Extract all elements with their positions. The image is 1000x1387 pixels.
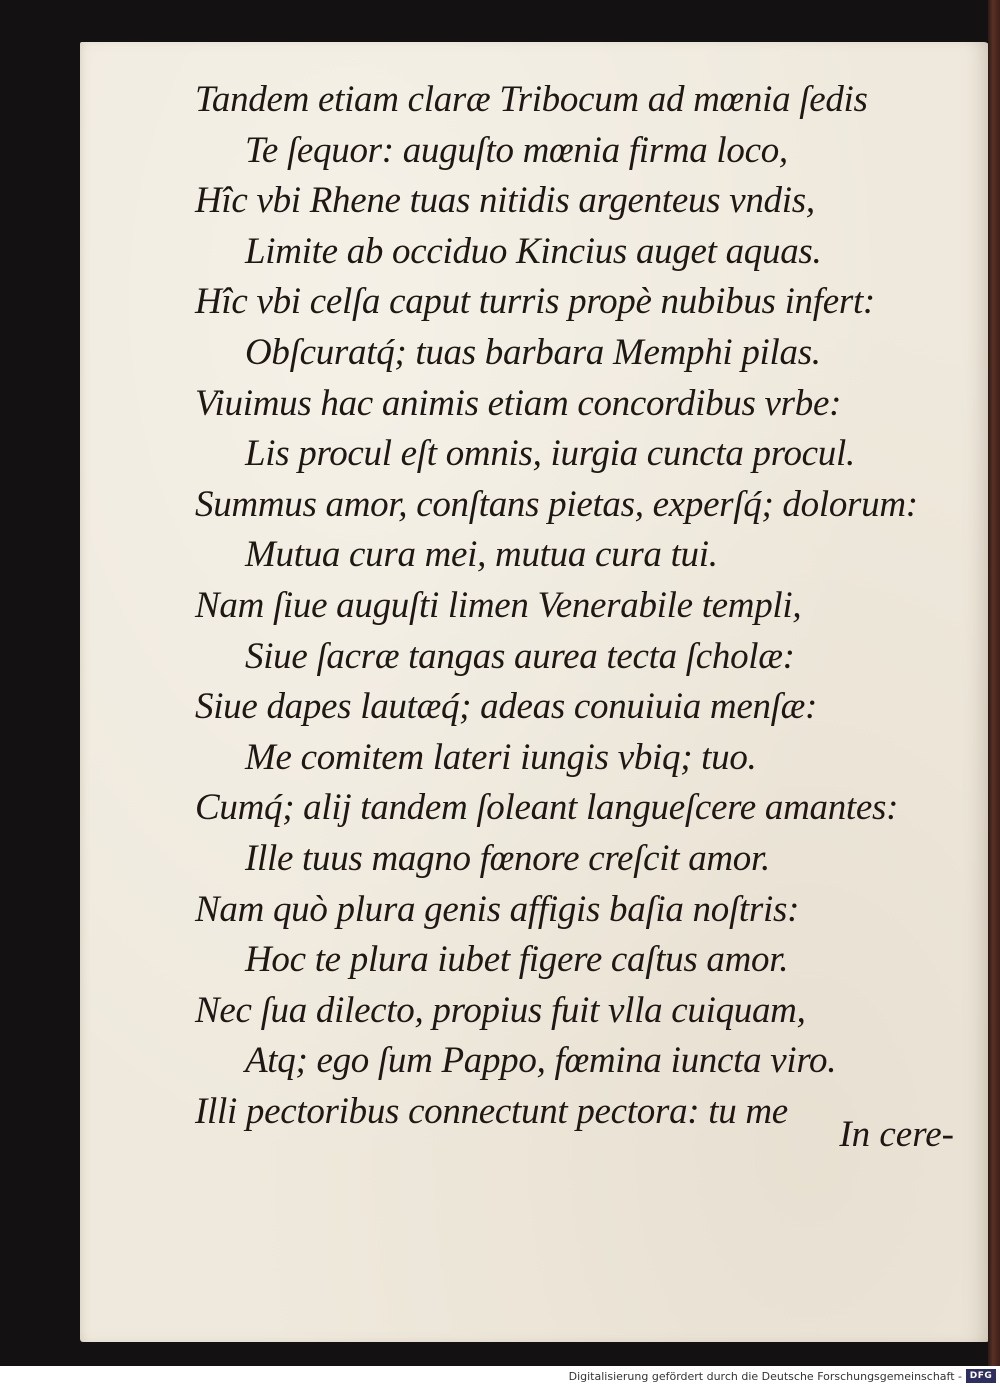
poem-line: Hoc te plura iubet figere caſtus amor. — [245, 939, 789, 981]
poem-line: Lis procul eſt omnis, iurgia cuncta procul. — [245, 433, 855, 475]
poem-line: Viuimus hac animis etiam concordibus vrbe: — [195, 382, 842, 424]
poem-line: Atq; ego ſum Pappo, fœmina iuncta viro. — [245, 1040, 837, 1082]
poem-line: Siue dapes lautæq́; adeas conuiuia menſæ: — [195, 686, 818, 728]
digitization-credit: Digitalisierung gefördert durch die Deutsche Forschungsgemeinschaft - — [568, 1370, 962, 1383]
poem-line: Illi pectoribus connectunt pectora: tu me — [195, 1090, 788, 1132]
poem-line: Nam ſiue auguſti limen Venerabile templi, — [195, 584, 802, 626]
poem-line: Nam quò plura genis affigis baſia noſtris: — [195, 888, 800, 930]
footer-bar — [0, 1366, 1000, 1387]
poem-line: Me comitem lateri iungis vbiq; tuo. — [245, 736, 757, 778]
poem-line: Summus amor, conſtans pietas, experſq́; dolorum: — [195, 483, 918, 525]
poem-text — [195, 75, 955, 1137]
poem-line: Tandem etiam claræ Tribocum ad mœnia ſedis — [195, 79, 868, 120]
poem-line: Te ſequor: auguſto mœnia firma loco, — [245, 129, 788, 171]
poem-line: Limite ab occiduo Kincius auget aquas. — [245, 230, 822, 272]
book-page — [80, 42, 990, 1342]
poem-line: Siue ſacræ tangas aurea tecta ſcholæ: — [245, 635, 795, 677]
poem-line: Obſcuratq́; tuas barbara Memphi pilas. — [245, 331, 821, 373]
poem-line: Hîc vbi Rhene tuas nitidis argenteus vndis, — [195, 180, 815, 222]
dfg-logo: DFG — [966, 1369, 996, 1383]
poem-line: Cumq́; alij tandem ſoleant langueſcere amantes: — [195, 787, 899, 829]
catchword: In cere- — [839, 1114, 954, 1155]
poem-line: Ille tuus magno fœnore creſcit amor. — [245, 837, 770, 879]
poem-line: Hîc vbi celſa caput turris propè nubibus infert: — [195, 281, 875, 323]
poem-line: Mutua cura mei, mutua cura tui. — [245, 534, 718, 576]
poem-line: Nec ſua dilecto, propius fuit vlla cuiquam, — [195, 989, 806, 1031]
page-edge — [988, 0, 1000, 1366]
